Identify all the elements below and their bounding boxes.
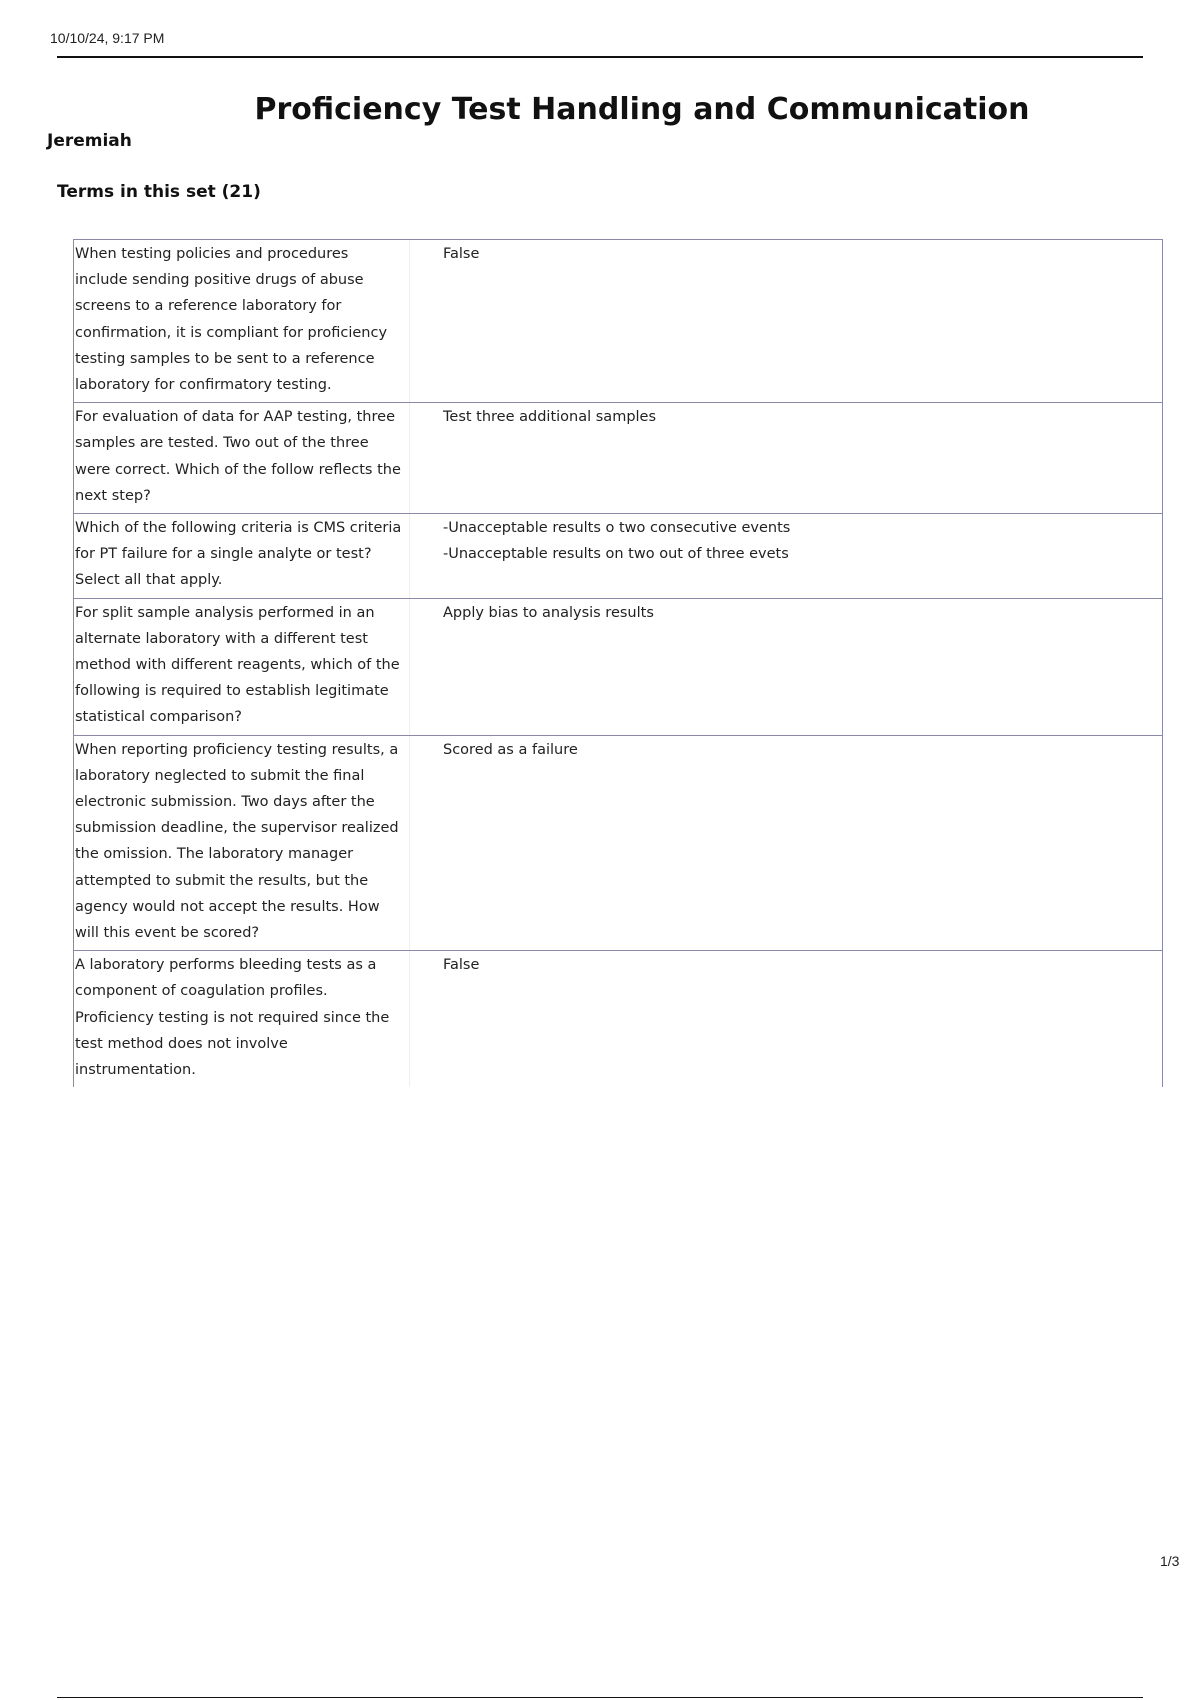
definition-text — [410, 240, 1162, 402]
term-row — [74, 951, 1162, 1087]
footer-divider — [57, 1697, 1143, 1698]
term-row — [74, 514, 1162, 599]
page-number: 1/3 — [1160, 1553, 1180, 1569]
term-text: For split sample analysis performed in an alternate laboratory with a different test method with different reagents, which of the following is required to establish legitimate statistical comparison? — [74, 599, 410, 735]
term-text: For evaluation of data for AAP testing, three samples are tested. Two out of the three were correct. Which of the follow reflects the next step? — [74, 403, 410, 513]
definition-line: Apply bias to analysis results — [443, 604, 654, 621]
definition-line: Test three additional samples — [443, 409, 657, 426]
definition-text — [410, 736, 1162, 951]
term-row — [74, 403, 1162, 514]
page-title: Proficiency Test Handling and Communication — [254, 92, 1030, 127]
definition-text — [410, 599, 1162, 735]
term-text: Which of the following criteria is CMS criteria for PT failure for a single analyte or test? Select all that apply. — [74, 514, 410, 598]
definition-line: -Unacceptable results on two out of three evets — [443, 546, 789, 563]
term-text: When reporting proficiency testing results, a laboratory neglected to submit the final electronic submission. Two days after the submission deadline, the supervisor realized the omission. The laboratory manager attempted to submit the results, but the agency would not accept the results. How will this event be scored? — [74, 736, 410, 951]
print-datetime: 10/10/24, 9:17 PM — [50, 30, 165, 46]
definition-line: False — [443, 246, 480, 262]
definition-line: Scored as a failure — [443, 741, 578, 758]
terms-count-heading: Terms in this set (21) — [57, 182, 261, 202]
term-row — [74, 736, 1162, 952]
definition-line: False — [443, 957, 480, 974]
term-row — [74, 599, 1162, 736]
header-divider — [57, 56, 1143, 58]
author-name: Jeremiah — [47, 131, 132, 151]
definition-text — [410, 403, 1162, 513]
term-text: When testing policies and procedures include sending positive drugs of abuse screens to a reference laboratory for confirmation, it is compliant for proficiency testing samples to be sent to a reference laboratory for confirmatory testing. — [74, 240, 410, 402]
definition-line: -Unacceptable results o two consecutive events — [443, 520, 791, 537]
term-text: A laboratory performs bleeding tests as a component of coagulation profiles. Proficiency testing is not required since the test method does not involve instrumentation. — [74, 951, 410, 1087]
terms-table — [73, 239, 1163, 1087]
definition-text — [410, 514, 1162, 598]
term-row — [74, 240, 1162, 403]
definition-text — [410, 951, 1162, 1087]
